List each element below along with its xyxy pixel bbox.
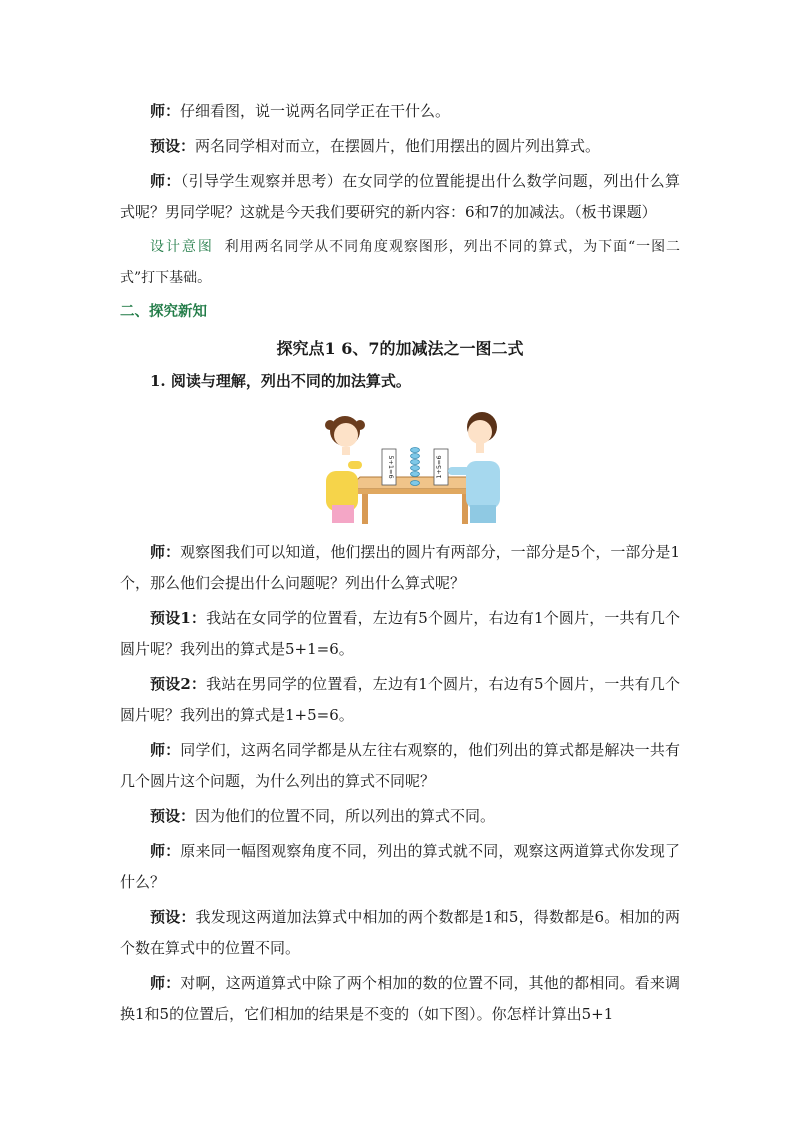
paragraph-preset-4 [120, 801, 680, 832]
paragraph-teacher-6 [120, 968, 680, 1030]
paragraph-text: 因为他们的位置不同，所以列出的算式不同。 [195, 807, 496, 825]
paragraph-preset-5 [120, 902, 680, 964]
speaker-label: 师： [150, 172, 181, 190]
sub-question: 1. 阅读与理解，列出不同的加法算式。 [150, 372, 411, 390]
paragraph-teacher-2 [120, 166, 680, 228]
paragraph-preset-2 [120, 603, 680, 665]
speaker-label: 师： [150, 102, 181, 120]
girl-figure [325, 416, 365, 523]
paragraph-preset-3 [120, 669, 680, 731]
speaker-label: 师： [150, 842, 181, 860]
speaker-label: 预设2： [150, 675, 207, 693]
boy-figure [448, 412, 500, 523]
design-intent-text: 利用两名同学从不同角度观察图形，列出不同的算式，为下面“一图二式”打下基础。 [120, 239, 681, 286]
section-heading: 二、探究新知 [120, 303, 207, 320]
speaker-label: 师： [150, 741, 181, 759]
speaker-label: 预设： [150, 908, 196, 926]
paragraph-teacher-3 [120, 537, 680, 599]
paragraph-text: 仔细看图，说一说两名同学正在干什么。 [180, 102, 451, 120]
paragraph-text: 我站在女同学的位置看，左边有5个圆片，右边有1个圆片，一共有几个圆片呢？我列出的算式是5+1=6。 [120, 609, 680, 658]
paragraph-text: 我发现这两道加法算式中相加的两个数都是1和5，得数都是6。相加的两个数在算式中的位置不同。 [120, 908, 680, 957]
equation-card-right-text: 1+5=6 [435, 455, 443, 479]
design-intent-tag: 设计意图 [150, 239, 214, 255]
speaker-label: 师： [150, 974, 181, 992]
paragraph-text: 两名同学相对而立，在摆圆片，他们用摆出的圆片列出算式。 [195, 137, 601, 155]
speaker-label: 预设： [150, 807, 196, 825]
paragraph-preset-1 [120, 131, 680, 162]
design-intent-note [120, 232, 680, 294]
children-counting-illustration [320, 405, 510, 525]
paragraph-teacher-5 [120, 836, 680, 898]
speaker-label: 师： [150, 543, 181, 561]
paragraph-teacher-1 [120, 96, 680, 127]
paragraph-text: 我站在男同学的位置看，左边有1个圆片，右边有5个圆片，一共有几个圆片呢？我列出的算式是1+5=6。 [120, 675, 680, 724]
equation-card-left-text: 5+1=6 [387, 455, 395, 479]
paragraph-teacher-4 [120, 735, 680, 797]
explore-point-title: 探究点1 6、7的加减法之一图二式 [276, 339, 524, 358]
speaker-label: 预设1： [150, 609, 207, 627]
paragraph-text: （引导学生观察并思考）在女同学的位置能提出什么数学问题，列出什么算式呢？男同学呢？这就是今天我们要研究的新内容：6和7的加减法。（板书课题） [120, 172, 680, 221]
paragraph-text: 原来同一幅图观察角度不同，列出的算式就不同，观察这两道算式你发现了什么？ [120, 842, 680, 891]
document-page [120, 96, 680, 1030]
paragraph-text: 观察图我们可以知道，他们摆出的圆片有两部分，一部分是5个，一部分是1个，那么他们会提出什么问题呢？列出什么算式呢？ [120, 543, 680, 592]
paragraph-text: 同学们，这两名同学都是从左往右观察的，他们列出的算式都是解决一共有几个圆片这个问题，为什么列出的算式不同呢？ [120, 741, 680, 790]
speaker-label: 预设： [150, 137, 196, 155]
paragraph-text: 对啊，这两道算式中除了两个相加的数的位置不同，其他的都相同。看来调换1和5的位置后，它们相加的结果是不变的（如下图）。你怎样计算出5+1 [120, 974, 680, 1023]
